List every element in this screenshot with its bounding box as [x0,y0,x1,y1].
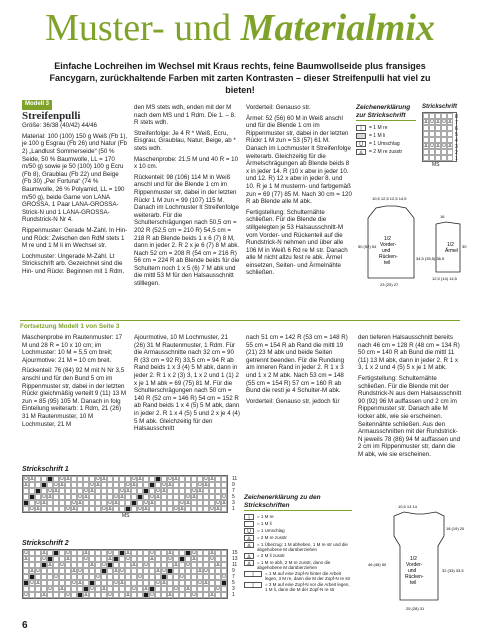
chart-cell: U [132,587,136,592]
chart-cell: ∆ [192,557,196,562]
chart-2 [22,466,228,519]
row-number: 8 [455,114,458,120]
chart-cell: U [102,507,106,512]
page-title [0,6,480,50]
intro-text: Einfache Lochreihen im Wechsel mit Kraus rechts, feine Baumwollseide plus fransiges Fancygarn, zurückhaltende Farben mit zarten Kontrasten – dieser Streifenpulli hat viel zu bieten! [49,61,431,95]
schema-2-top: 10,5 13 14 [398,504,417,509]
chart-cell: U [138,507,142,512]
legend-symbol-icon [244,542,254,548]
chart-cell: ∆ [30,569,34,574]
rippen-text: Rippenmuster: Gerade M-Zahl. In Hin- und Rück: Zwischen den RdM stets 1 M re und 1 M li im Wechsel str. [22,226,128,250]
legend-row: U = 1 Umschlag [356,140,416,148]
chart-cell: U [192,489,196,494]
schema-1-top-widths: 10,5 12,5 12,5 14,5 [372,196,407,201]
chart-cell: U [180,501,184,506]
row-number: 3 [232,586,235,592]
cont-maschenprobe: Maschenprobe im Rautenmuster: 17 M und 28 R = 10 x 10 cm; im Lochmuster: 10 M = 5,5 cm breit; Ajourmotive: 21 M = 10 cm breit. [22,334,123,364]
chart-cell: ∆ [204,483,208,488]
chart-cell: ∆ [180,507,184,512]
chart-cell: U [108,501,112,506]
chart-cell: U [430,144,434,149]
legend-2 [244,494,352,593]
chart-cell: U [36,501,40,506]
column-3 [246,104,352,280]
vorderteil-text: Vorderteil: Genauso str. [246,104,311,111]
chart-cell: U [150,593,154,598]
chart-cell [221,592,227,598]
ruecken-text: Rückenteil: 98 (106) 114 M in Weiß anschl und für die Blende 1 cm im Rippenmuster str, dabei in der letzten Rückr 1 M zun = 99 (107) 115 M. Danach im Lochmuster lt Streifenfolge weiterarb. Für die Schulterschrägungen nach 50,5 cm = 202 R (52,5 cm = 210 R) 54,5 cm = 218 R ab Blende beids 1 x 6 (7) 8 M, dann in jeder 2. R 2 x je 6 (7) 8 M abk. Nach 52 cm = 208 R (54 cm = 216 R) 56 cm = 224 R ab Blende beids für die Schultern noch 1 x 5 (6) 7 M abk und die mittl 53 M für den Halsausschnitt stilllegen. [134,173,240,288]
row-number: 5 [232,494,235,500]
chart-cell: ∆ [24,483,28,488]
chart-cell: ∆ [72,569,76,574]
schema-1-piece-label: 1/2 Vorder-und Rücken-teil [379,236,398,266]
chart-3-grid [22,549,228,599]
chart-cell [221,506,227,512]
chart-cell: U [66,551,70,556]
loch-text: Lochmuster: Ungerade M-Zahl. Lt Strickschrift arb. Gezeichnet sind die Hin- und Rückr. Beginnen mit 1 Rdm, [22,252,125,275]
chart-cell: U [198,483,202,488]
chart-cell: ∆ [162,489,166,494]
purl-symbol-icon [356,133,366,139]
chart-cell: ∆ [186,587,190,592]
chart-cell: U [144,563,148,568]
chart-cell: U [210,557,214,562]
chart-cell: U [222,495,226,500]
row-number: 13 [232,556,238,562]
chart-cell: U [66,593,70,598]
chart-cell: U [66,507,70,512]
chart-cell: ∆ [90,489,94,494]
chart-cell: U [168,557,172,562]
legend-row: = 1 M li [356,132,416,140]
chart-cell: ∆ [186,501,190,506]
chart-cell: ∆ [48,495,52,500]
cont-ruecken: Rückenteil: 76 (84) 92 M mit N Nr 3,5 anschl und für den Bund 5 cm im Rippenmuster str, dabei in der letzten Rückr gleichmäßig verteilt 9 (11) 13 M zun = 85 (95) 105 M. Danach in folg Einteilung weiterarb: 1 Rdm, 21 (26) 31 M Rautenmuster, 10 M Lochmuster, 21 M [22,367,127,428]
schema-1-sleeve-label: 1/2 Ärmel [445,242,459,254]
chart-cell: ∆ [168,593,172,598]
cont-column-4 [358,334,462,462]
chart-cell: ∆ [174,477,178,482]
chart-1-row-numbers [455,114,458,162]
chart-cell: U [442,144,446,149]
chart-cell: ∆ [448,144,452,149]
chart-cell: ∆ [192,495,196,500]
chart-cell: ∆ [216,507,220,512]
page-number: 6 [22,620,28,631]
chart-cell: ∆ [84,551,88,556]
k2tog-icon [356,149,366,155]
cont-column-2 [134,334,240,436]
chart-1-ms: MS [432,162,440,168]
model-badge: Modell 3 [22,100,52,110]
row-number: 3 [455,144,458,150]
chart-cell: U [174,507,178,512]
chart-cell: ∆ [150,557,154,562]
chart-cell: ∆ [424,120,428,125]
chart-cell: U [210,507,214,512]
knit-symbol-icon [356,125,366,131]
chart-3-title: Strickschrift 2 [22,540,69,547]
chart-cell: ∆ [42,551,46,556]
chart-cell: ∆ [102,587,106,592]
chart-cell: U [198,581,202,586]
chart-cell: U [126,483,130,488]
chart-2-title: Strickschrift 1 [22,466,69,473]
chart-cell: ∆ [114,501,118,506]
chart-cell: U [114,495,118,500]
chart-cell: ∆ [126,551,130,556]
cont-text-4: den tieferen Halsausschnitt bereits nach 46 cm = 128 R (48 cm = 134 R) 50 cm = 140 R ab Bund die mittl 11 (11) 13 M abk, dann in jeder 2. R 1 x 3, 1 x 2 und 4 (5) 5 x je 1 M abk. [358,334,460,372]
chart-cell: ∆ [36,507,40,512]
material-text: Material: 100 (100) 150 g Weiß (Fb 1), je 100 g Esgrau (Fb 26) und Natur (Fb 2) „Landlust Sommerseide“ (50 % Seide, 50 % Baumwolle, LL = 170 m/50 g) sowie je 50 (100) 100 g Ecru (Fb 8), Graublau (Fb 22) und Beige (Fb 30) „Per Fortuna“ (74 % Baumwolle, 26 % Polyamid, LL = 190 m/50 g), beide Garne von LANA GROSSA. 1 Paar LANA-GROSSA-Strick-N und 1 LANA-GROSSA-Rundstrick-N Nr 4. [22,132,128,224]
chart-cell: ∆ [448,120,452,125]
chart-cell: U [180,575,184,580]
chart-cell: U [42,495,46,500]
legend-symbol-icon [244,535,254,541]
chart-cell: U [430,120,434,125]
chart-cell: U [192,593,196,598]
row-number: 7 [232,574,235,580]
chart-cell: ∆ [48,563,52,568]
chart-cell: U [168,477,172,482]
model-name: Streifenpulli [22,109,81,122]
chart-1-title: Strickschrift [422,104,458,110]
chart-cell: U [102,563,106,568]
legend-row: ∆ = 1 Überzug: 1 M abheben, 1 M re str und die abgehobene M darüberziehen [244,542,352,552]
chart-1-grid [422,112,457,162]
chart-cell: ∆ [168,483,172,488]
yarn-over-icon [356,141,366,147]
row-number: 5 [455,132,458,138]
chart-cell: ∆ [144,507,148,512]
chart-cell: U [54,483,58,488]
chart-cell: ∆ [42,501,46,506]
sizes-text: Größe: 36/38 (40/42) 44/46 [22,122,97,130]
chart-cell: ∆ [126,593,130,598]
schematic-1-svg [356,188,472,298]
schematic-2-svg [364,500,465,616]
row-number: 3 [232,500,235,506]
chart-3 [22,540,228,599]
chart-cell: U [96,477,100,482]
legend-symbol-icon [244,553,254,559]
chart-cell: U [36,569,40,574]
row-number: 2 [455,150,458,156]
legend-row: ∆ = 2 M li zusstr [244,553,352,559]
chart-cell: U [216,501,220,506]
chart-cell: ∆ [162,581,166,586]
chart-cell: U [216,587,220,592]
chart-cell: ∆ [132,563,136,568]
section-divider [20,320,460,321]
chart-cell: ∆ [144,587,148,592]
chart-cell: U [114,581,118,586]
chart-cell: ∆ [72,507,76,512]
cont-vorderteil: Vorderteil: Genauso str, jedoch für [246,397,340,405]
chart-cell: U [78,569,82,574]
chart-cell: ∆ [96,483,100,488]
streifen-text: Streifenfolge: Je 4 R * Weiß, Ecru, Eisgrau, Graublau, Natur, Beige, ab * stets wdh. [134,129,236,152]
chart-cell: ∆ [150,501,154,506]
schema-1-sleeve-bottom: 12,5 (14) 14,5 [432,276,457,281]
row-number: 9 [232,482,235,488]
schema-1-h1: 50 (52) 54 [358,244,377,249]
cont-fertig: Fertigstellung: Schulternähte schließen. Für die Blende mit der Rundstrick-N aus dem Halsausschnitt 90 (92) 96 M auffassen und 2 cm im Rippenmuster str. Danach alle M locker abk, wie sie erscheinen. Seitennähte schließen. Aus den Armausschnitten mit der Rundstrick-N jeweils 78 (86) 94 M auffassen und 2 cm im Rippenmuster str, dann die M abk, wie sie erscheinen. [358,374,462,458]
chart-cell: U [204,569,208,574]
chart-cell: ∆ [54,489,58,494]
chart-1 [422,104,457,168]
legend-symbol-icon [244,560,254,566]
chart-cell: U [192,551,196,556]
row-number: 15 [232,550,238,556]
schema-2-label: 1/2 Vorder-und Rücken-teil [405,556,424,586]
chart-cell: U [108,593,112,598]
legend-row: | = 1 M re [356,124,416,132]
chart-cell: ∆ [66,557,70,562]
chart-cell: ∆ [174,563,178,568]
title-part-2: Materialmix [240,7,435,49]
chart-cell: U [186,495,190,500]
chart-cell: ∆ [198,569,202,574]
row-number: 11 [232,562,238,568]
aermel-text: Ärmel: 52 (56) 60 M in Weiß anschl und für die Blende 1 cm im Rippenmuster str, dabei in der letzten Rückr 1 M zun = 53 (57) 61 M. Danach im Lochmuster lt Streifenfolge weiterarb. Gleichzeitig für die Ärmelschrägungen ab Blende beids 8 x in jeder 14. R (10 x abw in jeder 10. und 12. R) 12 x abw in jeder 8. und 10. R je 1 M musterm- und farbgemäß zun = 69 (77) 85 M. Nach 30 cm = 120 R ab Blende alle M abk. [246,114,352,206]
chart-cell: ∆ [126,489,130,494]
chart-cell: U [174,587,178,592]
chart-cell: ∆ [42,593,46,598]
title-part-1: Muster- und [45,7,241,49]
chart-cell: ∆ [198,489,202,494]
chart-cell: ∆ [78,581,82,586]
chart-cell: U [72,501,76,506]
chart-cell: ∆ [210,593,214,598]
chart-cell: ∆ [120,581,124,586]
schematic-1 [356,188,472,298]
chart-2-row-numbers [232,476,237,512]
chart-cell: ∆ [216,563,220,568]
chart-cell: ∆ [120,495,124,500]
row-number: 1 [455,156,458,162]
chart-cell: ∆ [210,551,214,556]
chart-cell: U [48,587,52,592]
chart-cell: U [162,569,166,574]
row-number: 7 [232,488,235,494]
chart-cell: ∆ [30,477,34,482]
legend-symbol-icon [244,528,254,534]
chart-cell: U [120,489,124,494]
schematic-2 [364,500,465,616]
chart-cell: ∆ [210,477,214,482]
maschenprobe-text: Maschenprobe: 21,5 M und 40 R = 10 x 10 cm. [134,155,239,171]
chart-cell: U [60,563,64,568]
chart-cell: U [48,489,52,494]
legend-row: ∆ = 1 M re abh, 2 M re zusstr, dann die abgehobene M darüberziehen [244,560,352,570]
row-number: 1 [232,506,235,512]
chart-cell: U [24,593,28,598]
chart-cell: U [96,575,100,580]
legend-symbol-icon [244,571,262,577]
chart-cell: U [132,477,136,482]
row-number: 1 [232,592,235,598]
chart-cell: ∆ [90,563,94,568]
column-1 [22,100,128,278]
schema-1-h2: 34,5 (35,5) 36,5 [416,256,445,261]
chart-cell: U [204,477,208,482]
schema-2-total: 46 (48) 50 [368,562,387,567]
chart-cell: ∆ [156,495,160,500]
chart-cell: ∆ [204,581,208,586]
cont-text-2: Ajourmotive, 10 M Lochmuster, 21 (26) 31 M Rautenmuster, 1 Rdm. Für die Armausschnitte nach 32 cm = 90 R (33 cm = 92 R) 33,5 cm = 94 R ab Rand beids 1 x 3 (4) 5 M abk, dann in jeder 2. R 1 x 2 (3) 3, 1 x 2 und 1 (1) 2 x je 1 M abk = 69 (75) 81 M. Für die Schulterschrägungen nach 50 cm = 140 R (52 cm = 146 R) 54 cm = 152 R ab Rand beids 1 x 4 (5) 5 M abk, dann in jeder 2. R 1 x 4 (5) 5 und 2 x je 4 (4) 5 M abk. Gleichzeitig für den Halsausschnitt [134,334,240,433]
chart-cell: ∆ [24,557,28,562]
chart-3-row-numbers [232,550,238,598]
chart-cell: U [72,581,76,586]
legend-row: | = 3 M auf eine Zopf-N vor die Arbeit legen, 1 M li, dann die M der Zopf-N re str [244,582,352,592]
chart-cell: U [90,587,94,592]
cont-column-1 [22,334,128,431]
chart-cell: ∆ [132,483,136,488]
chart-cell: U [24,477,28,482]
chart-2-ms: MS [122,513,130,519]
chart-2-grid [22,475,228,513]
chart-cell: ∆ [222,501,226,506]
cont-column-3 [246,334,352,408]
row-number: 11 [232,476,238,482]
chart-cell: ∆ [138,477,142,482]
schema-1-sleeve-top: 16 [440,214,445,219]
legend-row: U = 1 Umschlag [244,528,352,534]
chart-cell: U [186,563,190,568]
row-number: 6 [455,126,458,132]
legend-row: | = 1 M auf eine Zopf-N hinter die Arbeit legen, 3 M re, dann die M der Zopf-N re str [244,571,352,581]
schema-2-arm: 18 (19) 20 [446,526,465,531]
chart-cell: U [42,557,46,562]
schema-2-bottom: 25 (28) 31 [406,606,425,611]
chart-cell: U [120,569,124,574]
schema-1-bottom: 23 (25) 27 [380,282,399,287]
chart-cell: ∆ [108,507,112,512]
chart-cell: ∆ [436,144,440,149]
chart-cell [447,155,453,161]
chart-cell: U [150,495,154,500]
chart-cell: U [442,120,446,125]
chart-cell: U [126,557,130,562]
column-2 [134,104,240,291]
chart-cell: ∆ [168,551,172,556]
continuation-header: Fortsetzung Modell 1 von Seite 3 [20,323,120,330]
chart-cell: ∆ [114,569,118,574]
chart-cell: U [78,495,82,500]
chart-cell: U [162,483,166,488]
chart-cell: U [156,489,160,494]
col2-intro: den MS stets wdh, enden mit der M nach dem MS und 1 Rdm. Die 1. – 8. R stets wdh. [134,104,236,127]
legend-symbol-icon [244,521,254,527]
chart-cell: ∆ [60,483,64,488]
legend-2-title: Zeichenerklärung zu den Strickschriften [244,494,352,511]
chart-cell: U [24,551,28,556]
chart-cell: U [138,575,142,580]
fertig-text: Fertigstellung: Schulternähte schließen. Für die Blende die stillgelegten je 53 Halsausschnitt-M vom Vorder- und Rückenteil auf die Rundstrick-N nehmen und über alle 106 M in Weiß 6 Rd re M str. Danach alle M nicht allzu fest re abk. Ärmel einsetzen, Seiten- und Ärmelnähte schließen. [246,208,348,277]
chart-cell: U [54,575,58,580]
legend-1 [356,104,416,156]
row-number: 4 [455,138,458,144]
chart-cell: ∆ [436,120,440,125]
legend-row: = 1 M li [244,521,352,527]
chart-cell: ∆ [78,501,82,506]
row-number: 7 [455,120,458,126]
cont-text-3: nach 51 cm = 142 R (53 cm = 148 R) 55 cm = 154 R ab Rand die mittl 19 (21) 23 M abk und beide Seiten getrennt beenden. Für die Rundung am inneren Rand in jeder 2. R 1 x 3 und 1 x 2 M abk. Nach 53 cm = 148 (55 cm = 154 R) 57 cm = 160 R ab Bund die restl je 4 Schulter-M abk. [246,334,348,395]
chart-cell: ∆ [36,581,40,586]
chart-cell: ∆ [156,569,160,574]
chart-cell: ∆ [102,477,106,482]
chart-cell: U [84,557,88,562]
chart-cell: ∆ [84,495,88,500]
chart-cell: U [156,581,160,586]
schema-2-body: 32 (33) 33,5 [442,568,464,573]
legend-symbol-icon [244,582,262,588]
chart-cell: ∆ [424,144,428,149]
legend-row: | = 1 M re [244,514,352,520]
legend-row: ∆ = 2 M re zusstr [356,148,416,156]
chart-cell: U [84,489,88,494]
chart-cell: ∆ [108,557,112,562]
chart-cell: U [90,483,94,488]
chart-cell: U [144,501,148,506]
legend-symbol-icon [244,514,254,520]
chart-cell: U [222,575,226,580]
chart-cell: U [30,581,34,586]
row-number: 9 [232,568,235,574]
chart-cell: U [30,507,34,512]
legend-1-title: Zeichenerklärung zur Strickschrift [356,104,416,121]
chart-cell: U [150,551,154,556]
chart-cell: ∆ [60,587,64,592]
chart-cell: ∆ [84,593,88,598]
chart-cell: U [60,477,64,482]
legend-row: ∆ = 2 M re zusstr [244,535,352,541]
schema-1-sleeve-h: 30 [462,244,467,249]
chart-cell: ∆ [66,477,70,482]
chart-cell: U [108,551,112,556]
row-number: 5 [232,580,235,586]
